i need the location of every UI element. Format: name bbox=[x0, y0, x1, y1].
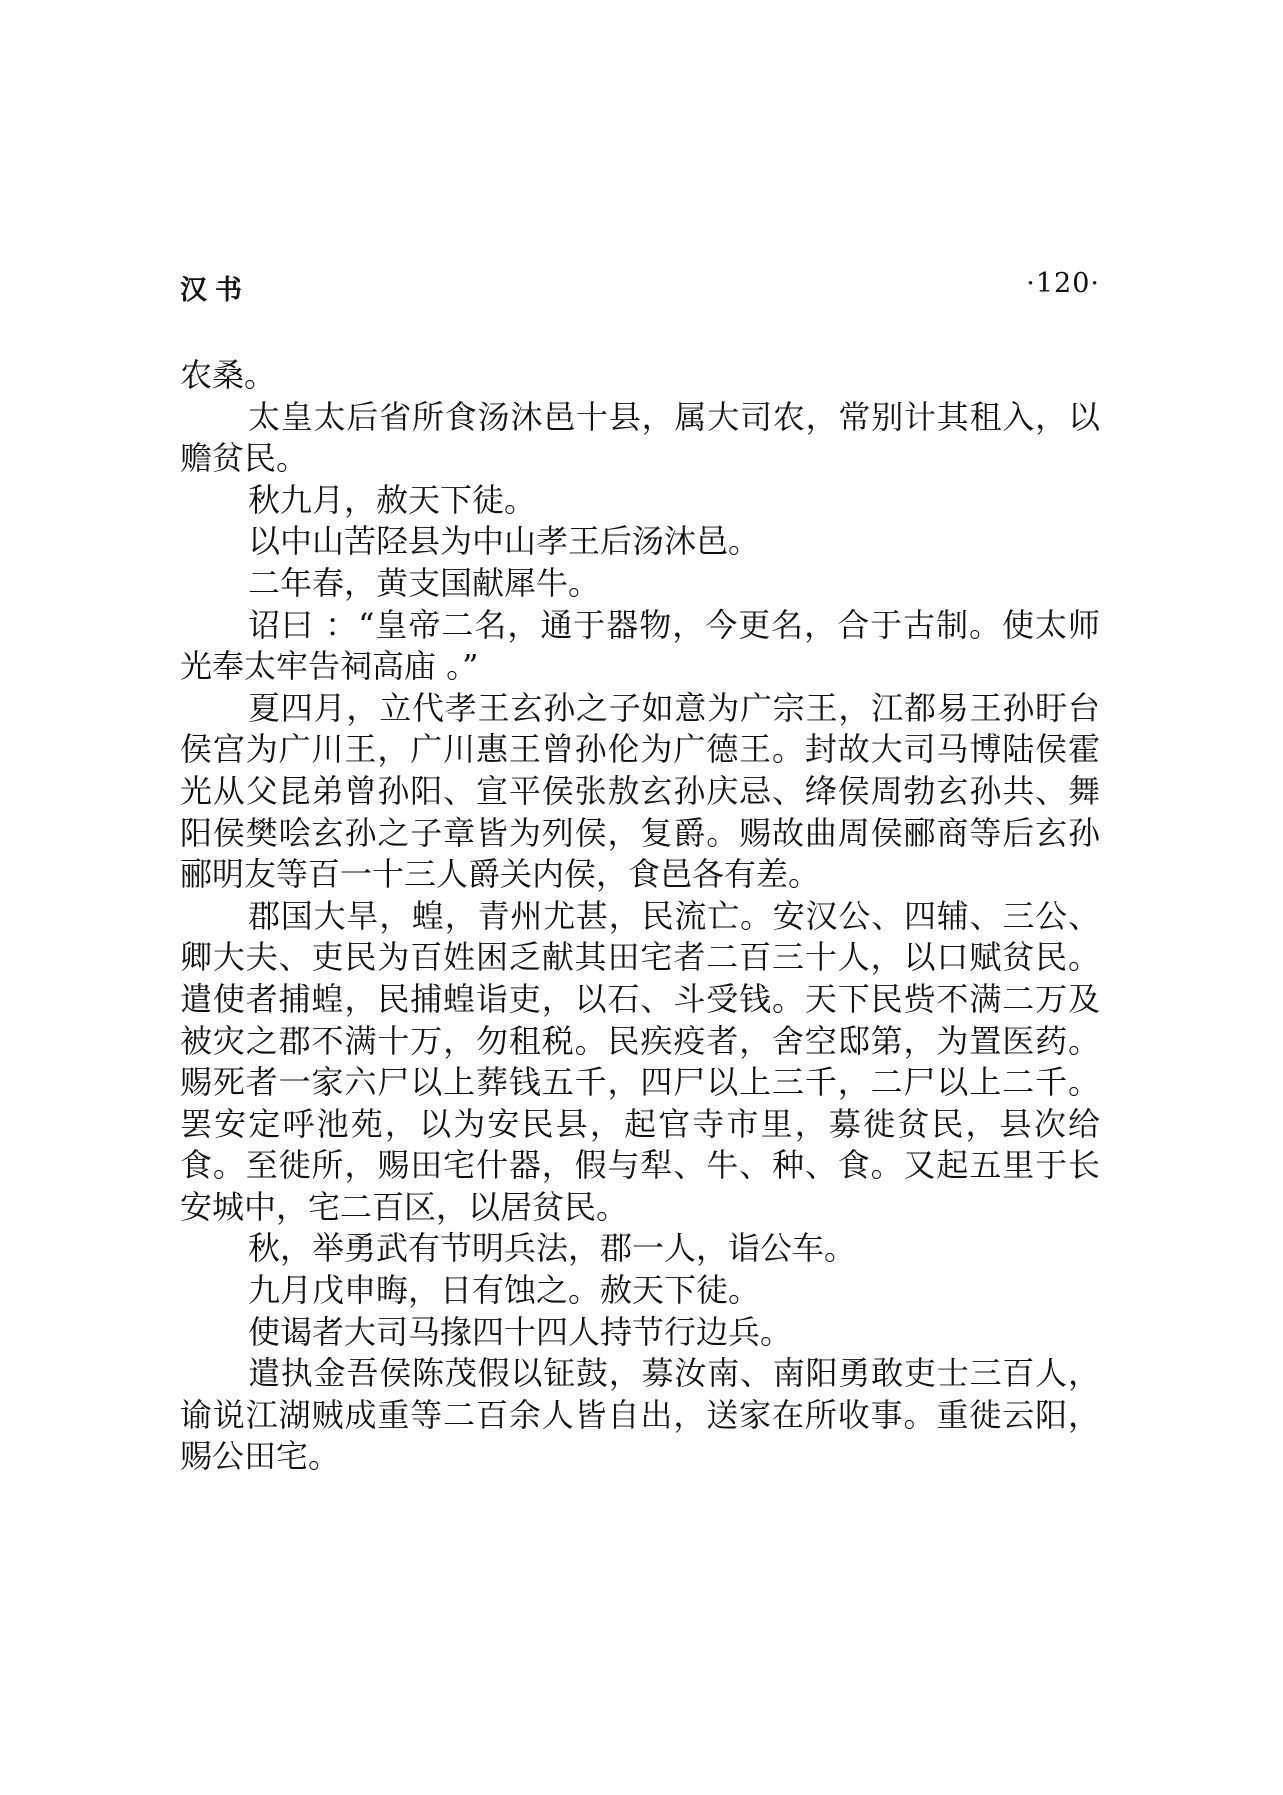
page-number: ·120· bbox=[1026, 268, 1100, 299]
paragraph: 二年春，黄支国献犀牛。 bbox=[248, 563, 601, 602]
paragraph: 使谒者大司马掾四十四人持节行边兵。 bbox=[248, 1312, 793, 1351]
paragraph: 秋九月，赦天下徒。 bbox=[248, 480, 537, 519]
paragraph: 以中山苦陉县为中山孝王后汤沐邑。 bbox=[248, 522, 761, 561]
page-header bbox=[180, 268, 1100, 308]
paragraph: 遣执金吾侯陈茂假以钲鼓，募汝南、南阳勇敢吏士三百人，谕说江湖贼成重等二百余人皆自出，送家在所收事。重徙云阳，赐公田宅。 bbox=[180, 1354, 1100, 1476]
book-title: 汉书 bbox=[180, 275, 250, 306]
page-body bbox=[180, 355, 1100, 1478]
paragraph: 九月戊申晦，日有蚀之。赦天下徒。 bbox=[248, 1271, 761, 1310]
paragraph: 郡国大旱，蝗，青州尤甚，民流亡。安汉公、四辅、三公、卿大夫、吏民为百姓困乏献其田宅者二百三十人，以口赋贫民。遣使者捕蝗，民捕蝗诣吏，以石、斗受钱。天下民赀不满二万及被灾之郡不满十万，勿租税。民疾疫者，舍空邸第，为置医药。赐死者一家六尸以上葬钱五千，四尸以上三千，二尸以上二千。罢安定呼池苑，以为安民县，起官寺市里，募徙贫民，县次给食。至徙所，赐田宅什器，假与犁、牛、种、食。又起五里于长安城中，宅二百区，以居贫民。 bbox=[180, 896, 1100, 1226]
paragraph: 诏曰 ：“皇帝二名，通于器物，今更名，合于古制。使太师光奉太牢告祠高庙 。” bbox=[180, 605, 1100, 686]
paragraph: 夏四月，立代孝王玄孙之子如意为广宗王，江都易王孙盱台侯宫为广川王，广川惠王曾孙伦为广德王。封故大司马博陆侯霍光从父昆弟曾孙阳、宣平侯张敖玄孙庆忌、绛侯周勃玄孙共、舞阳侯樊哙玄孙之子章皆为列侯，复爵。赐故曲周侯郦商等后玄孙郦明友等百一十三人爵关内侯，食邑各有差。 bbox=[180, 688, 1100, 894]
paragraph: 农桑。 bbox=[180, 356, 277, 394]
paragraph: 太皇太后省所食汤沐邑十县，属大司农，常别计其租入，以赡贫民。 bbox=[180, 397, 1100, 478]
paragraph: 秋，举勇武有节明兵法，郡一人，诣公车。 bbox=[248, 1229, 857, 1268]
